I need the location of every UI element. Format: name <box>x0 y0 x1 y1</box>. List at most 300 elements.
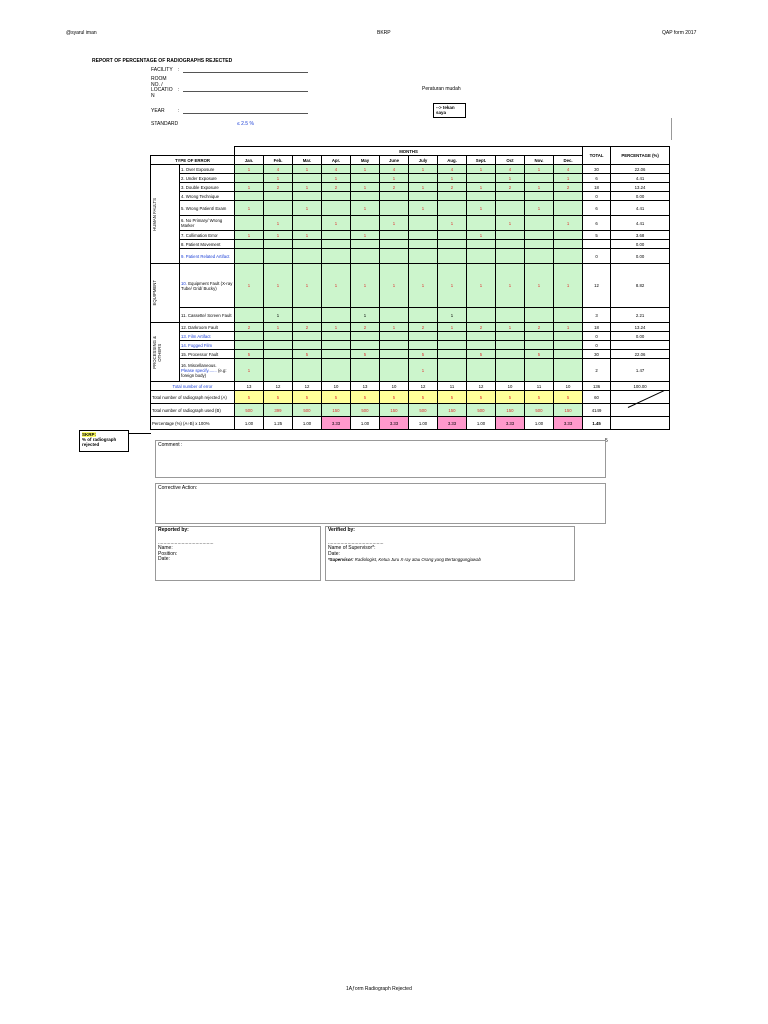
total-errors-row-label: Total number of error <box>151 382 235 391</box>
count-cell[interactable]: 1 <box>293 231 322 240</box>
count-cell[interactable]: 4 <box>554 165 583 174</box>
count-cell[interactable] <box>496 201 525 216</box>
total-used-row-cell[interactable]: 500 <box>467 404 496 417</box>
count-cell[interactable]: 1 <box>554 264 583 308</box>
percentage-row-cell: 3.33 <box>322 417 351 430</box>
count-cell[interactable] <box>525 359 554 382</box>
row-total: 12 <box>583 264 611 308</box>
count-cell[interactable]: 1 <box>554 323 583 332</box>
count-cell[interactable] <box>264 359 293 382</box>
count-cell[interactable]: 1 <box>235 264 264 308</box>
room-label <box>151 77 173 99</box>
count-cell[interactable] <box>293 359 322 382</box>
count-cell[interactable] <box>293 332 322 341</box>
count-cell[interactable]: 1 <box>380 174 409 183</box>
verified-date: Date: <box>328 550 340 557</box>
percentage-row-cell: 1.00 <box>293 417 322 430</box>
group-equipment <box>151 264 180 323</box>
count-cell[interactable] <box>235 249 264 264</box>
total-used-row-cell[interactable]: 150 <box>322 404 351 417</box>
error-type-num: 10. <box>181 280 187 286</box>
count-cell[interactable] <box>322 332 351 341</box>
count-cell[interactable] <box>496 192 525 201</box>
total-rejected-row-cell: 5 <box>380 391 409 404</box>
count-cell[interactable] <box>554 308 583 323</box>
total-rejected-row-cell: 5 <box>496 391 525 404</box>
count-cell[interactable]: 5 <box>467 350 496 359</box>
count-cell[interactable]: 1 <box>438 264 467 308</box>
count-cell[interactable]: 1 <box>264 308 293 323</box>
error-type-label <box>180 249 235 264</box>
count-cell[interactable] <box>554 341 583 350</box>
total-used-row-cell[interactable]: 500 <box>235 404 264 417</box>
count-cell[interactable] <box>409 332 438 341</box>
row-total: 0 <box>583 332 611 341</box>
count-cell[interactable] <box>496 231 525 240</box>
month-header: Sept. <box>467 156 496 165</box>
year-label: YEAR <box>151 108 165 114</box>
month-header: Jan. <box>235 156 264 165</box>
count-cell[interactable] <box>235 341 264 350</box>
count-cell[interactable]: 2 <box>293 323 322 332</box>
count-cell[interactable] <box>235 174 264 183</box>
count-cell[interactable]: 1 <box>554 216 583 231</box>
count-cell[interactable]: 1 <box>264 323 293 332</box>
count-cell[interactable] <box>293 249 322 264</box>
count-cell[interactable]: 1 <box>322 323 351 332</box>
count-cell[interactable]: 1 <box>351 183 380 192</box>
verified-note-bold: *Supervisor: <box>328 557 354 562</box>
count-cell[interactable]: 4 <box>264 165 293 174</box>
count-cell[interactable]: 2 <box>322 183 351 192</box>
count-cell[interactable]: 1 <box>525 183 554 192</box>
count-cell[interactable]: 4 <box>496 165 525 174</box>
count-cell[interactable]: 1 <box>496 264 525 308</box>
total-rejected-row-cell: 5 <box>351 391 380 404</box>
count-cell[interactable]: 1 <box>293 183 322 192</box>
table-row <box>151 240 670 249</box>
month-header: Mar. <box>293 156 322 165</box>
verified-note: Radiologist, Ketua Juru X-ray atau Orang yang Bertanggungjawab <box>353 557 481 562</box>
count-cell[interactable] <box>235 192 264 201</box>
count-cell[interactable] <box>293 216 322 231</box>
count-cell[interactable]: 1 <box>525 201 554 216</box>
count-cell[interactable]: 1 <box>409 359 438 382</box>
row-percentage: 13.24 <box>611 323 670 332</box>
count-cell[interactable] <box>409 174 438 183</box>
count-cell[interactable] <box>380 341 409 350</box>
room-field[interactable] <box>183 91 308 92</box>
group-human-label: HUMAN FAULTS <box>152 197 157 231</box>
count-cell[interactable] <box>467 308 496 323</box>
count-cell[interactable] <box>525 332 554 341</box>
group-human <box>151 165 180 264</box>
count-cell[interactable]: 1 <box>235 165 264 174</box>
row-percentage <box>611 341 670 350</box>
total-used-row-cell[interactable]: 500 <box>351 404 380 417</box>
error-type-text: 9. Patient Related Artifact <box>181 253 230 259</box>
count-cell[interactable] <box>264 192 293 201</box>
count-cell[interactable] <box>235 240 264 249</box>
footer: 1Aƒorm Radiograph Rejected <box>346 986 412 992</box>
count-cell[interactable]: 1 <box>496 174 525 183</box>
standard-value: ≤ 2.5 % <box>237 121 254 127</box>
count-cell[interactable] <box>322 249 351 264</box>
group-processing-label <box>152 336 162 369</box>
count-cell[interactable]: 1 <box>293 201 322 216</box>
year-colon: : <box>178 108 180 114</box>
count-cell[interactable]: 1 <box>264 231 293 240</box>
count-cell[interactable]: 1 <box>235 231 264 240</box>
count-cell[interactable] <box>380 359 409 382</box>
count-cell[interactable] <box>467 249 496 264</box>
year-field[interactable] <box>183 113 308 114</box>
count-cell[interactable] <box>525 341 554 350</box>
count-cell[interactable]: 1 <box>264 174 293 183</box>
error-type-text: Equipment Fault (X-ray Tube/ Grid/ Bucky) <box>181 280 233 291</box>
count-cell[interactable] <box>496 308 525 323</box>
divider <box>671 118 672 140</box>
count-cell[interactable] <box>293 341 322 350</box>
count-cell[interactable]: 1 <box>322 264 351 308</box>
count-cell[interactable] <box>380 249 409 264</box>
count-cell[interactable] <box>264 341 293 350</box>
count-cell[interactable] <box>496 332 525 341</box>
count-cell[interactable]: 1 <box>293 165 322 174</box>
count-cell[interactable]: 1 <box>438 308 467 323</box>
count-cell[interactable]: 5 <box>351 350 380 359</box>
count-cell[interactable] <box>351 216 380 231</box>
count-cell[interactable]: 1 <box>554 174 583 183</box>
count-cell[interactable] <box>525 249 554 264</box>
count-cell[interactable] <box>467 192 496 201</box>
error-type-label <box>180 231 235 240</box>
count-cell[interactable] <box>351 359 380 382</box>
count-cell[interactable]: 2 <box>525 323 554 332</box>
count-cell[interactable] <box>438 231 467 240</box>
total-rejected-row-cell: 5 <box>467 391 496 404</box>
count-cell[interactable] <box>496 359 525 382</box>
table-row <box>151 174 670 183</box>
total-errors-row-cell: 10 <box>380 382 409 391</box>
count-cell[interactable] <box>438 240 467 249</box>
total-used-row-cell[interactable]: 500 <box>525 404 554 417</box>
count-cell[interactable] <box>322 341 351 350</box>
count-cell[interactable] <box>554 350 583 359</box>
count-cell[interactable] <box>438 192 467 201</box>
total-rejected-row-total: 60 <box>583 391 611 404</box>
count-cell[interactable]: 4 <box>380 165 409 174</box>
total-errors-row-cell: 13 <box>235 382 264 391</box>
count-cell[interactable] <box>293 174 322 183</box>
total-errors-row-cell: 10 <box>554 382 583 391</box>
count-cell[interactable]: 1 <box>264 264 293 308</box>
count-cell[interactable] <box>467 240 496 249</box>
count-cell[interactable] <box>264 201 293 216</box>
total-used-row-cell[interactable]: 150 <box>554 404 583 417</box>
count-cell[interactable] <box>235 332 264 341</box>
count-cell[interactable] <box>525 240 554 249</box>
count-cell[interactable] <box>409 231 438 240</box>
count-cell[interactable] <box>322 240 351 249</box>
error-type-label <box>180 201 235 216</box>
error-type-text: 14. Fogged Film <box>181 342 213 348</box>
header-center: BKRP <box>377 30 391 36</box>
count-cell[interactable] <box>322 201 351 216</box>
count-cell[interactable] <box>554 231 583 240</box>
row-percentage: 2.21 <box>611 308 670 323</box>
count-cell[interactable] <box>409 249 438 264</box>
month-header: Feb. <box>264 156 293 165</box>
count-cell[interactable] <box>351 192 380 201</box>
skrp-line2: rejected <box>82 442 100 447</box>
error-type-label <box>180 174 235 183</box>
count-cell[interactable] <box>467 216 496 231</box>
total-rejected-row-label: Total number of radiograph rejected (A) <box>151 391 235 404</box>
count-cell[interactable] <box>264 240 293 249</box>
comment-box[interactable] <box>155 440 606 478</box>
count-cell[interactable]: 1 <box>380 216 409 231</box>
count-cell[interactable] <box>351 341 380 350</box>
count-cell[interactable]: 5 <box>293 350 322 359</box>
row-percentage: 3.68 <box>611 231 670 240</box>
count-cell[interactable] <box>554 201 583 216</box>
count-cell[interactable] <box>409 341 438 350</box>
count-cell[interactable] <box>467 341 496 350</box>
peraturan-label: Peraturan mudah <box>422 86 461 92</box>
count-cell[interactable]: 1 <box>467 165 496 174</box>
count-cell[interactable]: 5 <box>525 350 554 359</box>
room-label-d: N <box>151 92 155 99</box>
error-type-label <box>180 183 235 192</box>
reported-dash: ........................................ <box>158 539 214 546</box>
error-type-label <box>180 332 235 341</box>
count-cell[interactable] <box>525 192 554 201</box>
count-cell[interactable]: 2 <box>235 323 264 332</box>
count-cell[interactable]: 1 <box>380 323 409 332</box>
count-cell[interactable] <box>264 249 293 264</box>
count-cell[interactable]: 1 <box>351 231 380 240</box>
count-cell[interactable] <box>380 350 409 359</box>
count-cell[interactable]: 4 <box>322 165 351 174</box>
total-errors-row-cell: 11 <box>525 382 554 391</box>
row-total: 30 <box>583 165 611 174</box>
count-cell[interactable]: 2 <box>438 183 467 192</box>
count-cell[interactable] <box>496 350 525 359</box>
verified-box[interactable] <box>325 526 575 581</box>
percentage-row <box>151 417 670 430</box>
facility-colon: : <box>178 67 180 73</box>
error-type-label <box>180 216 235 231</box>
count-cell[interactable] <box>467 174 496 183</box>
group-processing <box>151 323 180 382</box>
count-cell[interactable] <box>438 341 467 350</box>
total-used-row-cell[interactable]: 500 <box>409 404 438 417</box>
group-equipment-label: EQUIPMENT <box>152 280 157 306</box>
reported-box[interactable] <box>155 526 321 581</box>
count-cell[interactable] <box>380 201 409 216</box>
total-errors-row-cell: 11 <box>438 382 467 391</box>
count-cell[interactable] <box>554 332 583 341</box>
count-cell[interactable]: 1 <box>496 216 525 231</box>
count-cell[interactable]: 1 <box>438 216 467 231</box>
count-cell[interactable]: 1 <box>438 323 467 332</box>
count-cell[interactable]: 2 <box>380 183 409 192</box>
count-cell[interactable] <box>525 174 554 183</box>
reported-name: Name: <box>158 545 173 551</box>
total-used-row-cell[interactable]: 399 <box>264 404 293 417</box>
count-cell[interactable]: 1 <box>380 264 409 308</box>
count-cell[interactable]: 5 <box>235 350 264 359</box>
total-used-row-cell[interactable]: 150 <box>496 404 525 417</box>
count-cell[interactable] <box>293 192 322 201</box>
error-type-text: 15. Processor Fault <box>181 351 219 357</box>
table-row <box>151 323 670 332</box>
count-cell[interactable]: 5 <box>409 350 438 359</box>
count-cell[interactable] <box>525 231 554 240</box>
count-cell[interactable] <box>322 350 351 359</box>
total-errors-row-cell: 12 <box>467 382 496 391</box>
total-header: TOTAL <box>583 147 611 165</box>
count-cell[interactable]: 1 <box>525 264 554 308</box>
count-cell[interactable]: 1 <box>467 201 496 216</box>
error-type-sub1: Please specify....... <box>181 367 217 373</box>
row-percentage: 0.00 <box>611 192 670 201</box>
count-cell[interactable] <box>380 332 409 341</box>
row-total: 18 <box>583 323 611 332</box>
count-cell[interactable] <box>525 308 554 323</box>
count-cell[interactable]: 1 <box>351 165 380 174</box>
count-cell[interactable] <box>554 359 583 382</box>
count-cell[interactable]: 2 <box>496 183 525 192</box>
count-cell[interactable]: 1 <box>235 359 264 382</box>
count-cell[interactable] <box>409 308 438 323</box>
total-used-row-cell[interactable]: 500 <box>293 404 322 417</box>
count-cell[interactable] <box>496 240 525 249</box>
count-cell[interactable] <box>409 216 438 231</box>
count-cell[interactable] <box>438 201 467 216</box>
count-cell[interactable] <box>525 216 554 231</box>
percentage-row-cell: 1.00 <box>467 417 496 430</box>
count-cell[interactable] <box>409 192 438 201</box>
facility-label: FACILITY <box>151 67 173 73</box>
count-cell[interactable]: 1 <box>235 183 264 192</box>
total-used-row-blank <box>611 404 670 417</box>
count-cell[interactable] <box>380 231 409 240</box>
row-percentage: 4.41 <box>611 174 670 183</box>
count-cell[interactable]: 1 <box>293 264 322 308</box>
count-cell[interactable] <box>322 192 351 201</box>
total-rejected-row-cell: 5 <box>264 391 293 404</box>
count-cell[interactable]: 1 <box>409 183 438 192</box>
count-cell[interactable] <box>409 240 438 249</box>
count-cell[interactable] <box>438 350 467 359</box>
count-cell[interactable] <box>496 341 525 350</box>
percentage-row-cell: 1.00 <box>525 417 554 430</box>
count-cell[interactable]: 1 <box>409 201 438 216</box>
facility-field[interactable] <box>183 72 308 73</box>
count-cell[interactable] <box>322 308 351 323</box>
count-cell[interactable]: 4 <box>438 165 467 174</box>
row-total: 0 <box>583 192 611 201</box>
count-cell[interactable] <box>322 359 351 382</box>
table-row <box>151 350 670 359</box>
skrp-note <box>79 430 129 452</box>
count-cell[interactable]: 1 <box>351 201 380 216</box>
count-cell[interactable] <box>554 240 583 249</box>
count-cell[interactable]: 1 <box>467 231 496 240</box>
count-cell[interactable] <box>380 240 409 249</box>
row-percentage: 8.82 <box>611 264 670 308</box>
count-cell[interactable] <box>467 359 496 382</box>
count-cell[interactable] <box>380 192 409 201</box>
count-cell[interactable] <box>293 240 322 249</box>
count-cell[interactable]: 1 <box>322 174 351 183</box>
percentage-row-blank <box>611 417 670 430</box>
count-cell[interactable] <box>554 192 583 201</box>
count-cell[interactable]: 1 <box>351 308 380 323</box>
corrective-box[interactable] <box>155 483 606 524</box>
count-cell[interactable] <box>351 240 380 249</box>
count-cell[interactable] <box>351 174 380 183</box>
count-cell[interactable]: 1 <box>438 174 467 183</box>
count-cell[interactable]: 2 <box>554 183 583 192</box>
count-cell[interactable] <box>235 216 264 231</box>
count-cell[interactable]: 1 <box>235 201 264 216</box>
count-cell[interactable] <box>496 249 525 264</box>
count-cell[interactable] <box>438 359 467 382</box>
room-label-b: NO. / <box>151 81 163 88</box>
percentage-row-cell: 3.33 <box>380 417 409 430</box>
count-cell[interactable] <box>351 249 380 264</box>
total-used-row-cell[interactable]: 150 <box>380 404 409 417</box>
tekan-button[interactable] <box>433 103 466 118</box>
count-cell[interactable]: 1 <box>351 264 380 308</box>
count-cell[interactable] <box>293 308 322 323</box>
count-cell[interactable]: 1 <box>525 165 554 174</box>
count-cell[interactable]: 1 <box>322 216 351 231</box>
month-header: June <box>380 156 409 165</box>
count-cell[interactable]: 1 <box>264 216 293 231</box>
total-rejected-row-cell: 5 <box>293 391 322 404</box>
count-cell[interactable]: 2 <box>351 323 380 332</box>
row-total <box>583 240 611 249</box>
count-cell[interactable] <box>351 332 380 341</box>
count-cell[interactable]: 1 <box>409 264 438 308</box>
count-cell[interactable]: 1 <box>496 323 525 332</box>
count-cell[interactable]: 1 <box>409 165 438 174</box>
count-cell[interactable] <box>438 249 467 264</box>
count-cell[interactable] <box>322 231 351 240</box>
corrective-label: Corrective Action: <box>158 485 198 491</box>
count-cell[interactable] <box>554 249 583 264</box>
total-errors-row-cell: 10 <box>322 382 351 391</box>
count-cell[interactable] <box>264 332 293 341</box>
count-cell[interactable]: 2 <box>409 323 438 332</box>
total-rejected-row-cell: 5 <box>438 391 467 404</box>
count-cell[interactable]: 1 <box>467 183 496 192</box>
count-cell[interactable] <box>235 308 264 323</box>
count-cell[interactable] <box>264 350 293 359</box>
count-cell[interactable]: 2 <box>467 323 496 332</box>
count-cell[interactable]: 1 <box>467 264 496 308</box>
count-cell[interactable]: 2 <box>264 183 293 192</box>
count-cell[interactable] <box>438 332 467 341</box>
count-cell[interactable] <box>467 332 496 341</box>
total-used-row-cell[interactable]: 150 <box>438 404 467 417</box>
count-cell[interactable] <box>380 308 409 323</box>
room-colon: : <box>178 87 180 93</box>
